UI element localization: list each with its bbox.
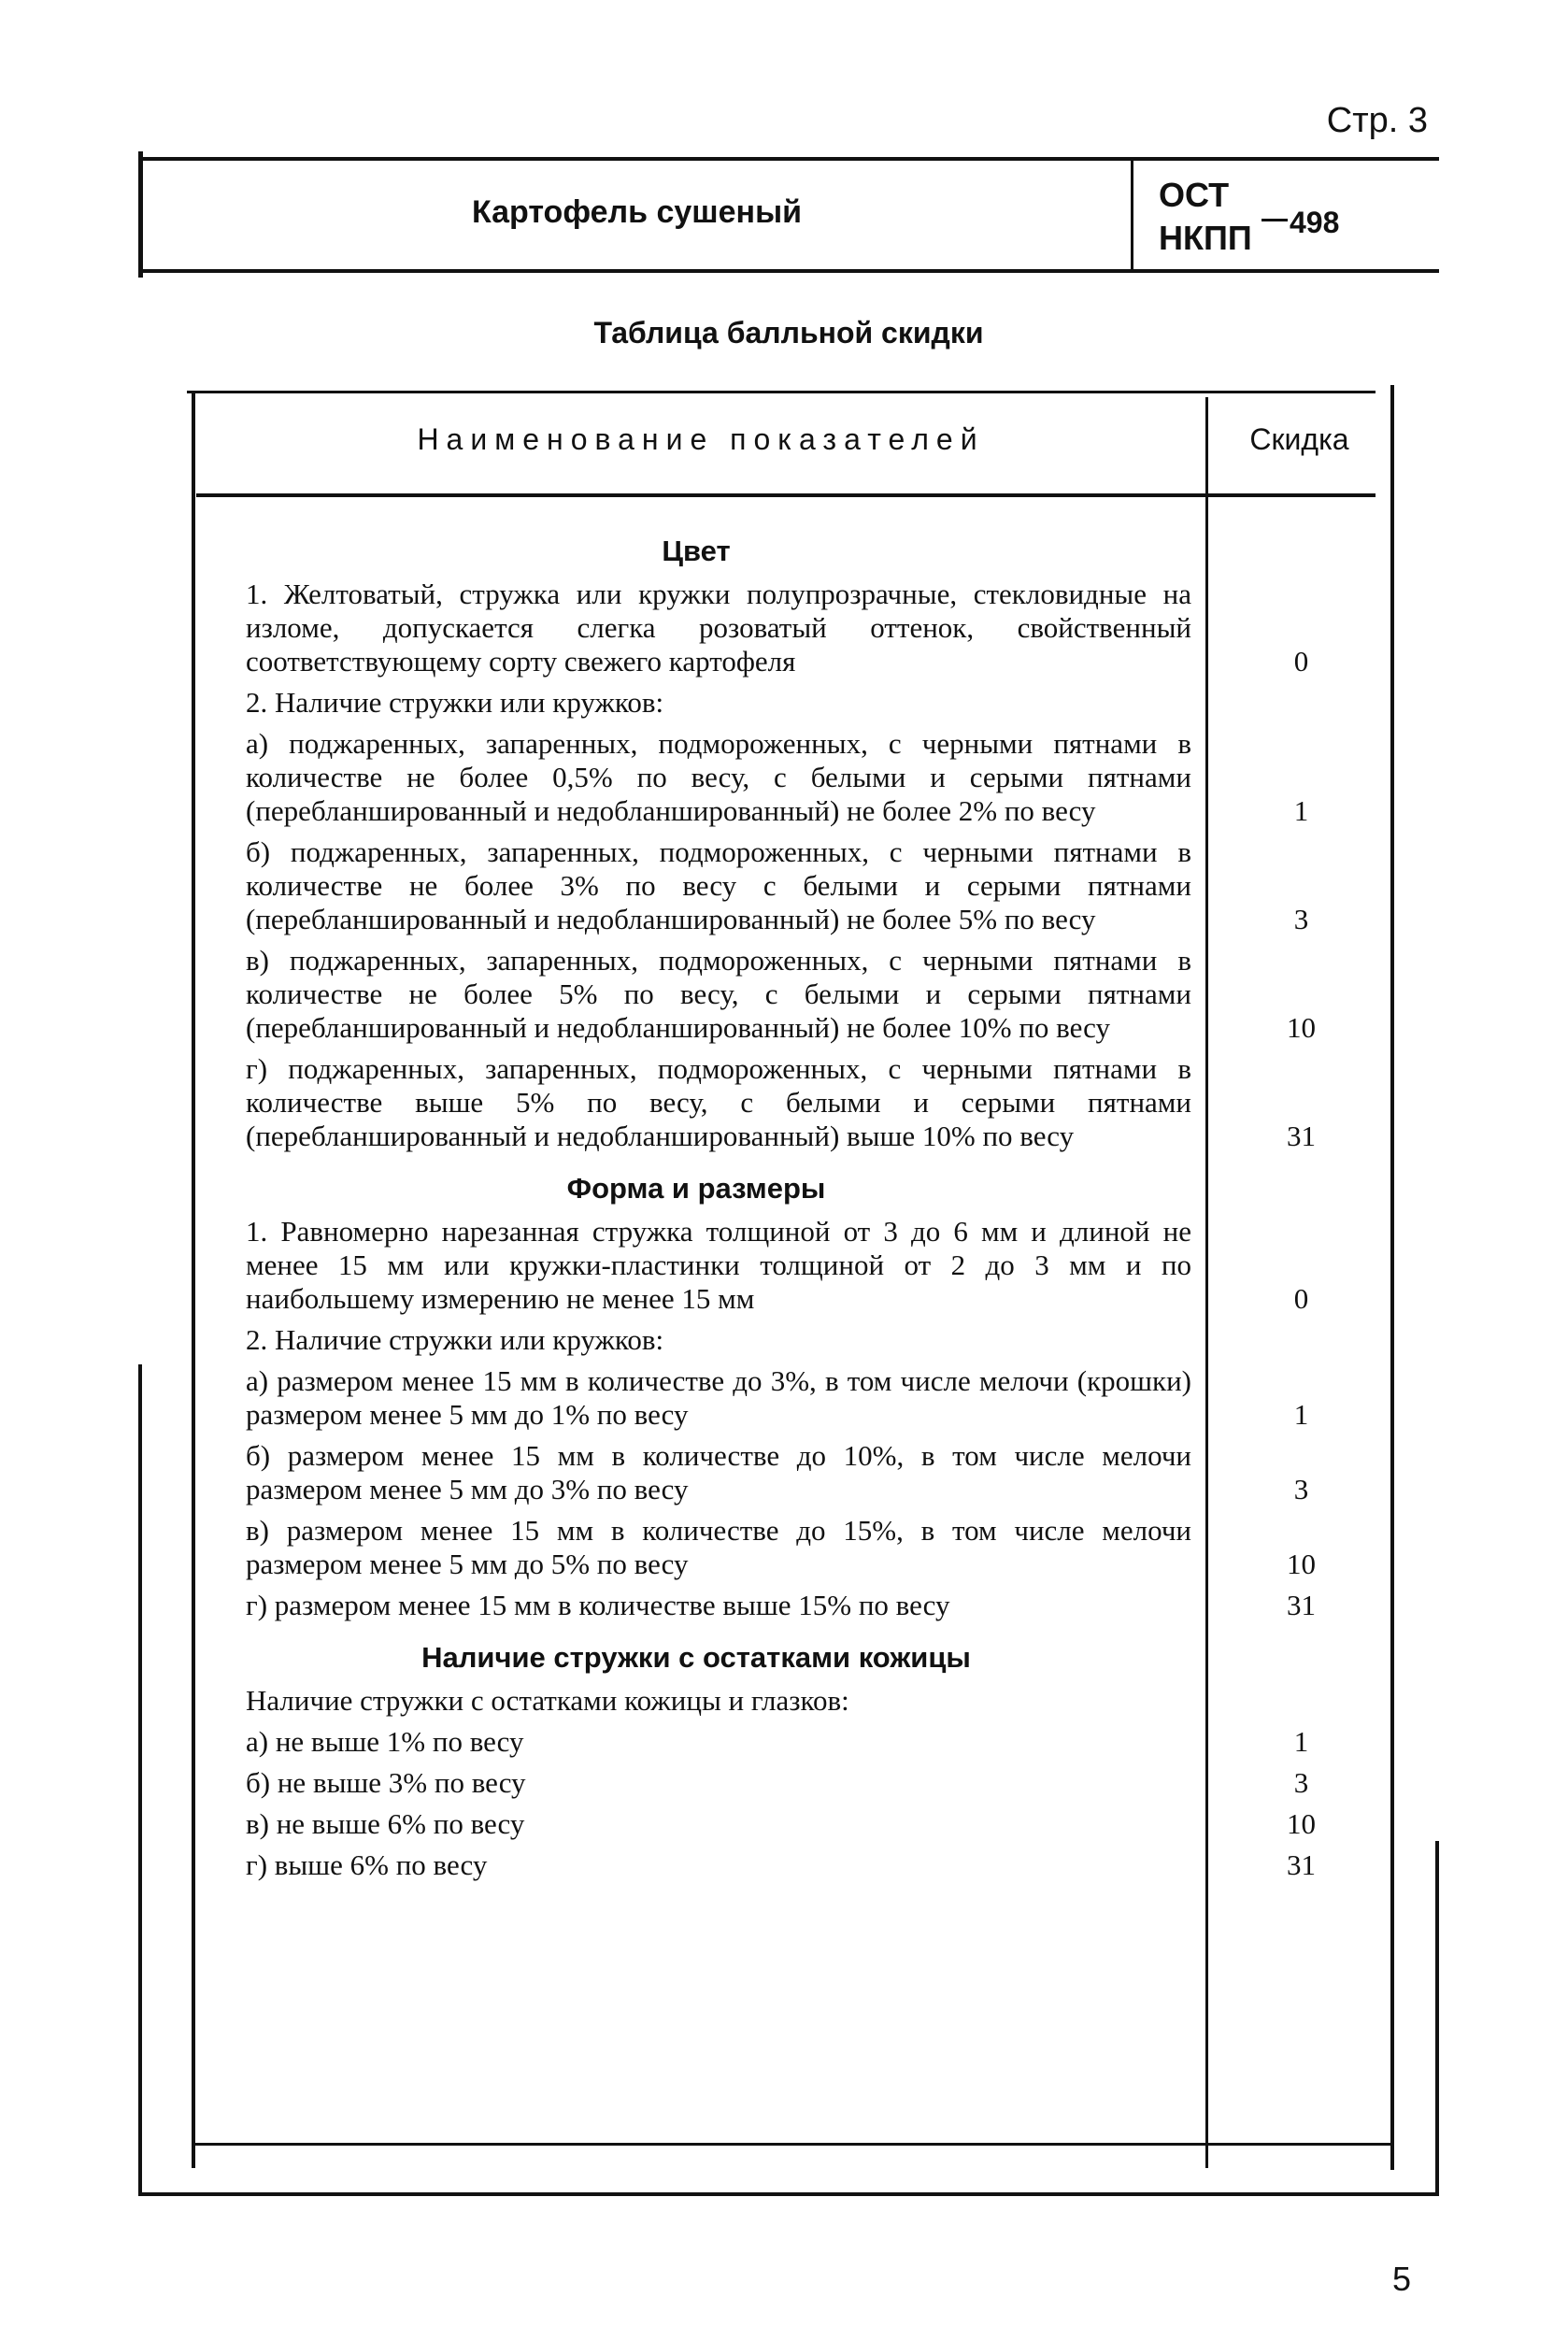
standard-dash bbox=[1262, 219, 1288, 221]
table-top-rule bbox=[187, 391, 1376, 393]
row-discount-value: 3 bbox=[1293, 1473, 1309, 1505]
table-row bbox=[201, 1725, 1309, 1759]
table-row bbox=[201, 1052, 1316, 1153]
row-text: 1. Равномерно нарезанная стружка толщиной от 3 до 6 мм и длиной не менее 15 мм или кружки-пластинки толщиной от 2 до 3 мм и по наибольшему измерению не менее 15 мм bbox=[246, 1215, 1191, 1315]
header-divider bbox=[1131, 161, 1133, 269]
row-discount-value: 10 bbox=[1287, 1011, 1316, 1044]
row-text: Наличие стружки с остатками кожицы и глазков: bbox=[246, 1684, 849, 1717]
table-bottom-rule bbox=[192, 2143, 1394, 2146]
table-column-divider bbox=[1205, 397, 1208, 2168]
row-discount-value: 31 bbox=[1287, 1848, 1316, 1881]
row-text: г) выше 6% по весу bbox=[246, 1848, 488, 1881]
table-row bbox=[201, 1589, 1316, 1622]
page-number: 5 bbox=[1391, 2260, 1411, 2298]
row-text: а) размером менее 15 мм в количестве до 3%, в том числе мелочи (крошки) размером менее 5 мм до 1% по весу bbox=[246, 1364, 1191, 1431]
table-row bbox=[201, 578, 1309, 678]
standard-number: 498 bbox=[1290, 206, 1340, 239]
column-header-discount: Скидка bbox=[1249, 422, 1349, 456]
page-left-rule bbox=[138, 1364, 142, 2196]
row-text: а) не выше 1% по весу bbox=[246, 1725, 524, 1758]
page-bottom-rule bbox=[138, 2192, 1439, 2196]
table-body bbox=[201, 523, 1316, 1890]
row-text: а) поджаренных, запаренных, подмороженных, с черными пятнами в количестве не более 0,5% по весу, с белыми и серыми пятнами (перебланшированный и недобланшированный) не более 2% по весу bbox=[246, 727, 1191, 827]
row-discount-value: 3 bbox=[1293, 903, 1309, 935]
table-row bbox=[201, 686, 1191, 720]
table-row bbox=[201, 1215, 1309, 1316]
row-discount-value: 3 bbox=[1293, 1766, 1309, 1799]
row-discount-value: 1 bbox=[1293, 1725, 1309, 1758]
row-text: г) размером менее 15 мм в количестве выше 15% по весу bbox=[246, 1589, 950, 1621]
row-discount-value: 10 bbox=[1287, 1807, 1316, 1840]
row-text: 2. Наличие стружки или кружков: bbox=[246, 686, 664, 719]
table-caption: Таблица балльной скидки bbox=[593, 316, 984, 350]
header-bottom-rule bbox=[138, 269, 1439, 273]
row-text: 1. Желтоватый, стружка или кружки полупрозрачные, стекловидные на изломе, допускается слегка розоватый оттенок, свойственный соответствующему сорту свежего картофеля bbox=[246, 578, 1191, 678]
page-right-rule bbox=[1435, 1841, 1439, 2196]
row-text: б) размером менее 15 мм в количестве до 10%, в том числе мелочи размером менее 5 мм до 3% по весу bbox=[246, 1439, 1191, 1505]
section-title: Наличие стружки с остатками кожицы bbox=[421, 1641, 971, 1674]
table-row bbox=[201, 1514, 1316, 1581]
row-discount-value: 31 bbox=[1287, 1589, 1316, 1621]
standard-code bbox=[1159, 174, 1252, 260]
row-discount-value: 1 bbox=[1293, 1398, 1309, 1431]
row-discount-value: 31 bbox=[1287, 1120, 1316, 1152]
table-row bbox=[201, 727, 1309, 828]
table-row bbox=[201, 944, 1316, 1045]
table-row bbox=[201, 1766, 1309, 1800]
header-top-rule bbox=[138, 157, 1439, 161]
row-discount-value: 0 bbox=[1293, 645, 1309, 678]
table-row bbox=[201, 835, 1309, 936]
row-discount-value: 10 bbox=[1287, 1548, 1316, 1580]
row-text: г) поджаренных, запаренных, подмороженных, с черными пятнами в количестве выше 5% по весу, с белыми и серыми пятнами (перебланшированный и недобланшированный) выше 10% по весу bbox=[246, 1052, 1191, 1152]
row-text: б) не выше 3% по весу bbox=[246, 1766, 526, 1799]
table-row bbox=[201, 1323, 1191, 1357]
standard-code-line2: НКПП bbox=[1159, 219, 1252, 257]
row-text: в) размером менее 15 мм в количестве до 15%, в том числе мелочи размером менее 5 мм до 5% по весу bbox=[246, 1514, 1191, 1580]
row-text: б) поджаренных, запаренных, подмороженных, с черными пятнами в количестве не более 3% по весу с белыми и серыми пятнами (перебланшированный и недобланшированный) не более 5% по весу bbox=[246, 835, 1191, 935]
row-discount-value: 1 bbox=[1293, 794, 1309, 827]
table-header-rule bbox=[196, 493, 1376, 497]
document-title: Картофель сушеный bbox=[471, 194, 803, 230]
table-left-rule bbox=[192, 392, 195, 2168]
row-text: в) не выше 6% по весу bbox=[246, 1807, 525, 1840]
table-row bbox=[201, 1439, 1309, 1506]
row-discount-value: 0 bbox=[1293, 1282, 1309, 1315]
row-text: 2. Наличие стружки или кружков: bbox=[246, 1323, 664, 1356]
page-label: Стр. 3 bbox=[1326, 101, 1428, 140]
standard-code-line1: ОСТ bbox=[1159, 176, 1230, 214]
section-title: Форма и размеры bbox=[566, 1172, 826, 1205]
table-row bbox=[201, 1848, 1316, 1882]
column-header-name: Наименование показателей bbox=[417, 422, 985, 456]
section-title: Цвет bbox=[662, 535, 731, 567]
table-row bbox=[201, 1364, 1309, 1432]
table-row bbox=[201, 1807, 1316, 1841]
table-row bbox=[201, 1684, 1191, 1718]
row-text: в) поджаренных, запаренных, подмороженных, с черными пятнами в количестве не более 5% по весу, с белыми и серыми пятнами (перебланшированный и недобланшированный) не более 10% по весу bbox=[246, 944, 1191, 1044]
